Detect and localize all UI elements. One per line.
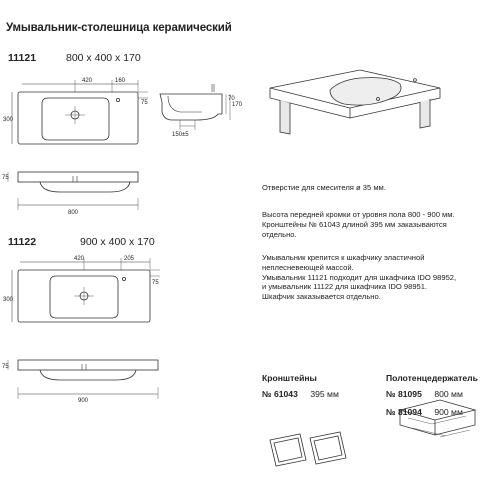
front-basin-bowl <box>40 182 130 192</box>
side-section-outline <box>160 94 222 120</box>
dim-205-b: 205 <box>124 256 135 262</box>
dim-75-b-front: 75 <box>2 364 9 370</box>
dim-420-b: 420 <box>74 256 85 262</box>
dim-300-a: 300 <box>3 117 14 123</box>
towel-holder-length: 800 мм <box>434 389 463 399</box>
note-height-line: отдельно. <box>262 229 297 239</box>
isometric-view-11121 <box>270 70 440 134</box>
front-basin-bowl-b <box>40 370 136 380</box>
towel-holder-code: № 81094 <box>386 407 422 417</box>
model-size-11122: 900 x 400 x 170 <box>80 236 155 248</box>
dim-75-a-side: 75 <box>141 100 148 106</box>
brackets-info <box>262 373 382 402</box>
model-size-11121: 800 x 400 x 170 <box>66 52 141 64</box>
note-height-line: Кронштейны № 61043 длиной 395 мм заказываются <box>262 219 447 229</box>
dim-800: 800 <box>68 210 79 216</box>
note-mount-line: Шкафчик заказывается отдельно. <box>262 292 381 302</box>
front-view-11122 <box>8 360 158 399</box>
brackets-length: 395 мм <box>310 389 339 399</box>
note-mount-line: Умывальник 11121 подходит для шкафчика IDO 98952, <box>262 272 457 282</box>
side-view-11121 <box>160 84 230 130</box>
note-mount-line: и умывальник 11122 для шкафчика IDO 98951. <box>262 282 428 292</box>
model-code-11121: 11121 <box>8 52 37 64</box>
note-height-line: Высота передней кромки от уровня пола 800 - 900 мм. <box>262 210 455 219</box>
front-slab-b <box>18 360 158 370</box>
note-height <box>262 210 498 239</box>
top-view-11121 <box>12 80 148 144</box>
brackets-code: № 61043 <box>262 389 298 399</box>
towel-holder-code: № 81095 <box>386 389 422 399</box>
front-slab <box>18 172 138 182</box>
top-view-11122 <box>12 258 160 322</box>
tap-hole-icon-b <box>122 277 125 280</box>
brackets-title: Кронштейны <box>262 373 317 383</box>
towel-holder-length: 900 мм <box>434 407 463 417</box>
note-hole: Отверстие для смесителя ø 35 мм. <box>262 183 386 192</box>
model-code-11122: 11122 <box>8 236 37 248</box>
note-mount <box>262 253 498 302</box>
iso-basin <box>330 78 401 106</box>
towel-holder-title: Полотенцедержатель <box>386 373 478 383</box>
dim-170: 170 <box>232 102 243 108</box>
brackets-drawing <box>270 432 346 466</box>
dim-75-a-front: 75 <box>2 175 9 181</box>
towel-holder-info <box>386 373 498 420</box>
dim-900: 900 <box>78 398 89 404</box>
dim-75-b-side: 75 <box>152 280 159 286</box>
tap-hole-icon <box>116 98 119 101</box>
dim-70: 70 <box>228 96 235 102</box>
page-title: Умывальник-столешница керамический <box>6 22 232 34</box>
note-mount-line: Умывальник крепится к шкафчику эластичной <box>262 253 425 262</box>
note-mount-line: неплесневеющей массой. <box>262 262 354 272</box>
front-view-11121 <box>8 172 138 210</box>
iso-tap-hole-icon <box>414 79 417 82</box>
dim-160-a: 160 <box>115 78 126 84</box>
dim-150: 150±5 <box>172 132 189 138</box>
dim-420-a: 420 <box>82 78 93 84</box>
dim-300-b: 300 <box>3 297 14 303</box>
